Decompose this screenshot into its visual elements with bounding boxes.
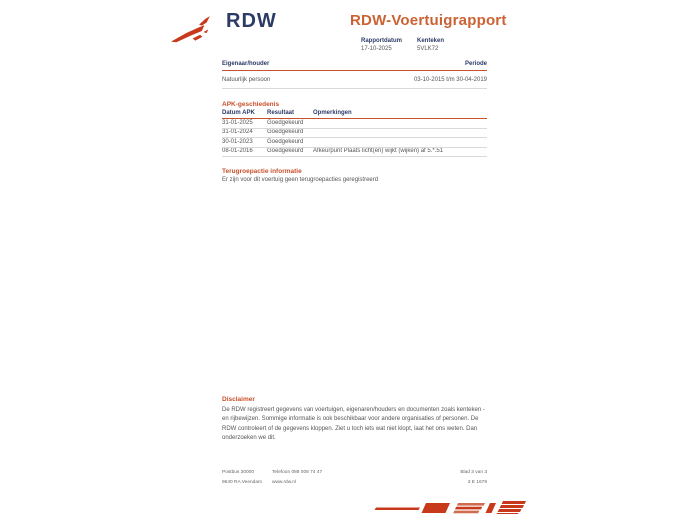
apk-remark bbox=[313, 128, 487, 138]
rdw-wordmark: RDW bbox=[226, 10, 277, 32]
table-row bbox=[222, 138, 487, 148]
apk-result: Goedgekeurd bbox=[267, 147, 313, 157]
apk-date: 31-01-2025 bbox=[222, 119, 267, 129]
table-row bbox=[222, 119, 487, 129]
apk-history-title: APK-geschiedenis bbox=[222, 101, 280, 108]
rdw-swoosh-icon bbox=[171, 15, 225, 47]
apk-remark bbox=[313, 119, 487, 129]
apk-result: Goedgekeurd bbox=[267, 138, 313, 148]
owner-row bbox=[222, 77, 487, 89]
apk-table-header-row bbox=[222, 110, 487, 119]
apk-result: Goedgekeurd bbox=[267, 128, 313, 138]
footer-address bbox=[222, 468, 262, 487]
license-plate-value: 5VLK72 bbox=[417, 45, 439, 52]
footer-city: 9640 RA Veendam bbox=[222, 479, 263, 485]
footer-contact bbox=[272, 468, 322, 487]
report-date-label: Rapportdatum bbox=[361, 38, 402, 44]
apk-date-header: Datum APK bbox=[222, 110, 267, 119]
recall-section-text: Er zijn voor dit voertuig geen terugroepacties geregistreerd bbox=[222, 177, 379, 183]
apk-date: 08-01-2016 bbox=[222, 147, 267, 157]
footer-form-code: 3 E 1679 bbox=[467, 479, 487, 485]
footer-page-number: Blad 3 van 3 bbox=[460, 470, 487, 475]
period-column-header: Periode bbox=[464, 61, 487, 67]
report-title: RDW-Voertuigrapport bbox=[350, 12, 507, 29]
disclaimer-title: Disclaimer bbox=[222, 396, 255, 403]
footer-postbus: Postbus 30000 bbox=[222, 470, 255, 475]
recall-section-title: Terugroepactie informatie bbox=[222, 168, 302, 175]
apk-remark bbox=[313, 138, 487, 148]
footer-phone: Telefoon 088 008 74 47 bbox=[272, 470, 323, 475]
apk-date: 30-01-2023 bbox=[222, 138, 267, 148]
footer-website: www.rdw.nl bbox=[272, 479, 296, 485]
disclaimer-text: De RDW registreert gegevens van voertuigen, eigenaren/houders en documenten zoals kenteken - en rijbewijzen. Sommige informatie is ook beschikbaar voor andere organisaties of personen. De RDW controleert of de gegevens kloppen. Ziet u toch iets wat niet klopt, laat het ons weten. Dan onderzoeken we dit. bbox=[222, 407, 485, 441]
apk-result: Goedgekeurd bbox=[267, 119, 313, 129]
apk-history-table bbox=[222, 110, 487, 157]
table-row bbox=[222, 147, 487, 157]
apk-remark: Afkeurpunt Plaats licht(en) wijkt (wijken) af 5.*.51 bbox=[313, 147, 487, 157]
ownership-period: 03-10-2015 t/m 30-04-2019 bbox=[413, 77, 487, 83]
report-date-value: 17-10-2025 bbox=[361, 45, 392, 52]
table-row bbox=[222, 128, 487, 138]
apk-remarks-header: Opmerkingen bbox=[313, 110, 487, 119]
footer-page-info bbox=[387, 468, 487, 487]
owner-section-header bbox=[222, 61, 487, 71]
apk-date: 31-01-2024 bbox=[222, 128, 267, 138]
owner-column-header: Eigenaar/houder bbox=[222, 61, 270, 67]
license-plate-label: Kenteken bbox=[417, 38, 445, 44]
apk-result-header: Resultaat bbox=[267, 110, 313, 119]
owner-type: Natuurlijk persoon bbox=[222, 77, 271, 83]
rdw-stripes-graphic bbox=[369, 497, 526, 514]
